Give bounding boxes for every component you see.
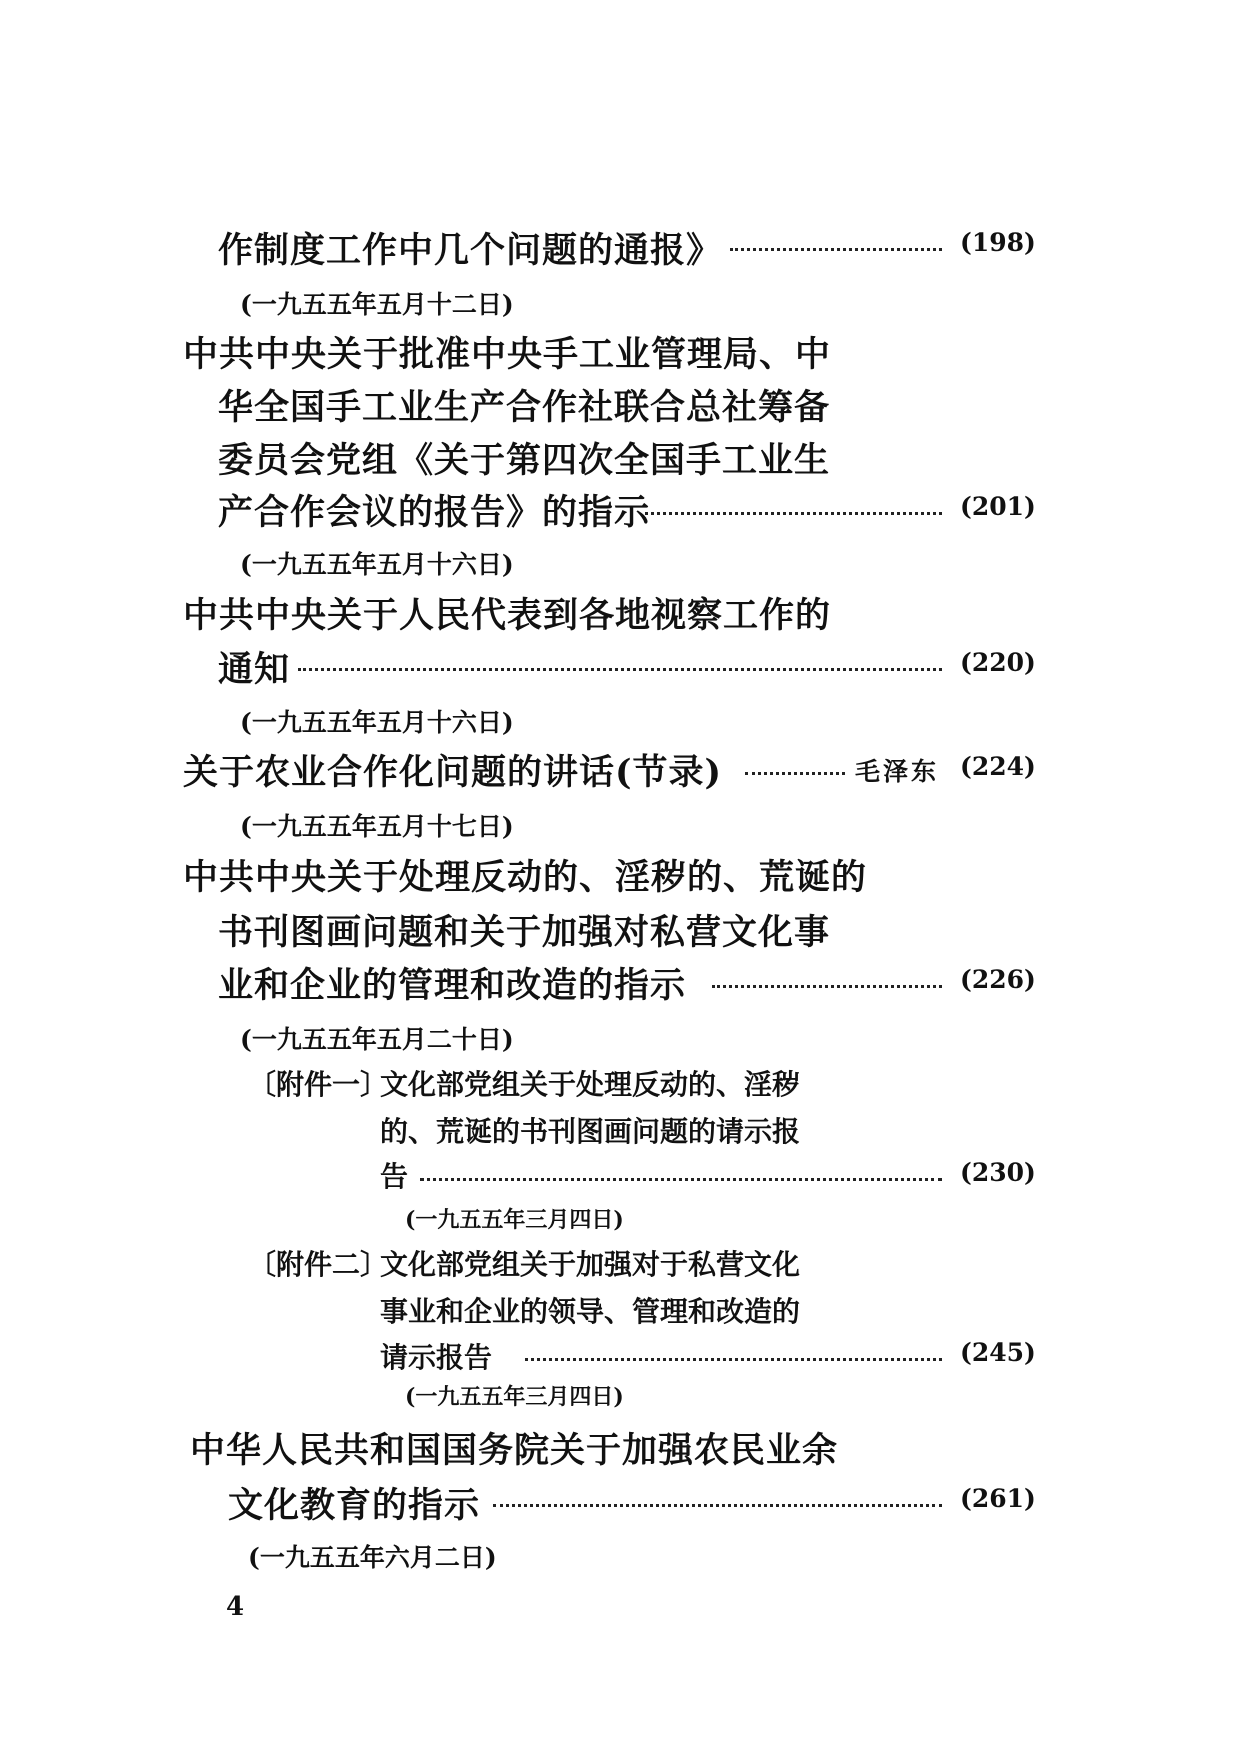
toc-entry-title-line: 文化教育的指示 bbox=[228, 1485, 481, 1526]
dot-leader bbox=[420, 1178, 942, 1181]
toc-entry-title-line: 关于农业合作化问题的讲话(节录) bbox=[183, 752, 723, 793]
toc-entry-title-line: 请示报告 bbox=[380, 1341, 493, 1374]
toc-entry-date: (一九五五年五月十六日) bbox=[240, 550, 514, 579]
toc-entry-title-line: 中共中央关于批准中央手工业管理局、中 bbox=[183, 334, 832, 375]
dot-leader bbox=[730, 248, 942, 251]
toc-entry-title-line: 委员会党组《关于第四次全国手工业生 bbox=[218, 440, 831, 481]
dot-leader bbox=[712, 985, 942, 988]
toc-entry-title-line: 业和企业的管理和改造的指示 bbox=[218, 965, 687, 1006]
toc-entry-title-line: 作制度工作中几个问题的通报》 bbox=[218, 230, 723, 271]
toc-entry-title-line: 文化部党组关于加强对于私营文化 bbox=[380, 1248, 801, 1281]
toc-entry-date: (一九五五年五月十六日) bbox=[240, 708, 514, 737]
toc-page-ref: (201) bbox=[960, 492, 1036, 521]
toc-entry-date: (一九五五年三月四日) bbox=[405, 1384, 624, 1410]
toc-entry-date: (一九五五年三月四日) bbox=[405, 1207, 624, 1233]
attachment-label: 〔附件一〕 bbox=[248, 1068, 389, 1101]
dot-leader bbox=[525, 1358, 942, 1361]
attachment-label: 〔附件二〕 bbox=[248, 1248, 389, 1281]
toc-entry-title-line: 通知 bbox=[218, 649, 291, 690]
toc-entry-author: 毛泽东 bbox=[855, 757, 940, 786]
toc-entry-title-line: 的、荒诞的书刊图画问题的请示报 bbox=[380, 1115, 801, 1148]
toc-page-ref: (224) bbox=[960, 752, 1036, 781]
toc-entry-title-line: 告 bbox=[380, 1160, 409, 1193]
toc-entry-title-line: 书刊图画问题和关于加强对私营文化事 bbox=[218, 912, 831, 953]
toc-entry-title-line: 中共中央关于人民代表到各地视察工作的 bbox=[183, 595, 832, 636]
dot-leader bbox=[298, 668, 942, 671]
dot-leader bbox=[645, 512, 942, 515]
toc-entry-title-line: 产合作会议的报告》的指示 bbox=[218, 492, 651, 533]
toc-entry-title-line: 文化部党组关于处理反动的、淫秽 bbox=[380, 1068, 801, 1101]
toc-entry-date: (一九五五年五月十二日) bbox=[240, 290, 514, 319]
toc-entry-title-line: 华全国手工业生产合作社联合总社筹备 bbox=[218, 387, 831, 428]
dot-leader bbox=[745, 772, 845, 775]
dot-leader bbox=[493, 1504, 942, 1507]
toc-entry-date: (一九五五年五月十七日) bbox=[240, 812, 514, 841]
page-number: 4 bbox=[226, 1592, 245, 1622]
toc-page-ref: (230) bbox=[960, 1158, 1036, 1187]
toc-entry-date: (一九五五年五月二十日) bbox=[240, 1025, 514, 1054]
toc-page-ref: (226) bbox=[960, 965, 1036, 994]
toc-page-ref: (198) bbox=[960, 228, 1036, 257]
toc-page-ref: (220) bbox=[960, 648, 1036, 677]
toc-entry-date: (一九五五年六月二日) bbox=[248, 1543, 497, 1572]
toc-page-ref: (245) bbox=[960, 1338, 1036, 1367]
toc-page-ref: (261) bbox=[960, 1484, 1036, 1513]
toc-entry-title-line: 中共中央关于处理反动的、淫秽的、荒诞的 bbox=[183, 857, 868, 898]
toc-entry-title-line: 事业和企业的领导、管理和改造的 bbox=[380, 1295, 801, 1328]
toc-entry-title-line: 中华人民共和国国务院关于加强农民业余 bbox=[190, 1430, 839, 1471]
